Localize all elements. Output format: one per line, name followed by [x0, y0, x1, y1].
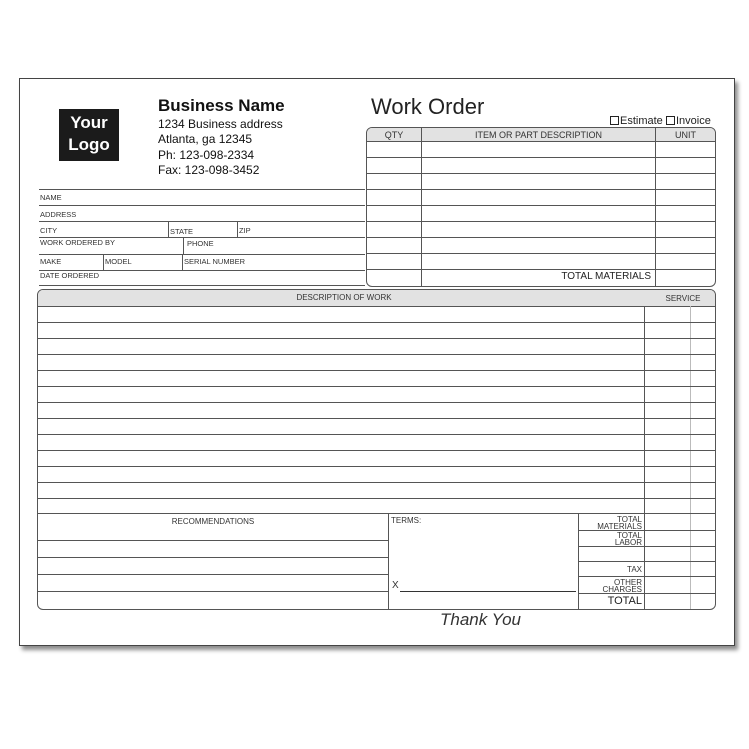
state-label: STATE [170, 227, 194, 236]
form-title: Work Order [371, 94, 485, 119]
work-order-sheet [19, 78, 735, 646]
estimate-label: Estimate [620, 115, 663, 127]
business-phone: Ph: 123-098-2334 [158, 148, 255, 162]
model-label: MODEL [105, 257, 132, 266]
invoice-label: Invoice [676, 115, 711, 127]
terms-label: TERMS: [391, 516, 422, 525]
city-label: CITY [40, 226, 58, 235]
qty-header: QTY [384, 130, 404, 140]
invoice-checkbox[interactable] [666, 115, 711, 127]
name-label: NAME [40, 193, 62, 202]
customer-info-section [39, 189, 365, 286]
work-ordered-by-label: WORK ORDERED BY [40, 238, 116, 247]
estimate-checkbox[interactable] [610, 115, 663, 127]
business-name: Business Name [158, 96, 285, 115]
business-address: 1234 Business address [158, 117, 283, 131]
recommendations-label: RECOMMENDATIONS [171, 517, 255, 526]
business-fax: Fax: 123-098-3452 [158, 163, 260, 177]
zip-label: ZIP [239, 226, 251, 235]
logo-line-1: Your [70, 113, 108, 132]
total-label: TOTAL [607, 595, 642, 607]
company-logo [59, 109, 119, 161]
other-charges-label: OTHER CHARGES [602, 578, 642, 594]
address-label: ADDRESS [40, 210, 77, 219]
description-of-work-label: DESCRIPTION OF WORK [296, 293, 392, 302]
unit-header: UNIT [675, 130, 696, 140]
thank-you-text: Thank You [440, 610, 521, 629]
total-materials-footer-label: TOTAL MATERIALS [597, 515, 642, 531]
total-labor-label: TOTAL LABOR [614, 531, 642, 547]
parts-table [366, 127, 716, 287]
phone-label: PHONE [187, 239, 214, 248]
total-materials-label: TOTAL MATERIALS [561, 271, 651, 282]
make-label: MAKE [40, 257, 62, 266]
service-label: SERVICE [665, 294, 701, 303]
business-city: Atlanta, ga 12345 [158, 132, 253, 146]
signature-x: X [392, 580, 399, 591]
tax-label: TAX [627, 565, 642, 574]
description-of-work-table [37, 289, 716, 610]
description-header: ITEM OR PART DESCRIPTION [474, 130, 602, 140]
logo-line-2: Logo [68, 135, 110, 154]
checkbox-icon [610, 116, 619, 125]
date-ordered-label: DATE ORDERED [40, 271, 100, 280]
signature-line[interactable] [400, 591, 576, 592]
checkbox-icon [666, 116, 675, 125]
serial-number-label: SERIAL NUMBER [184, 257, 245, 266]
